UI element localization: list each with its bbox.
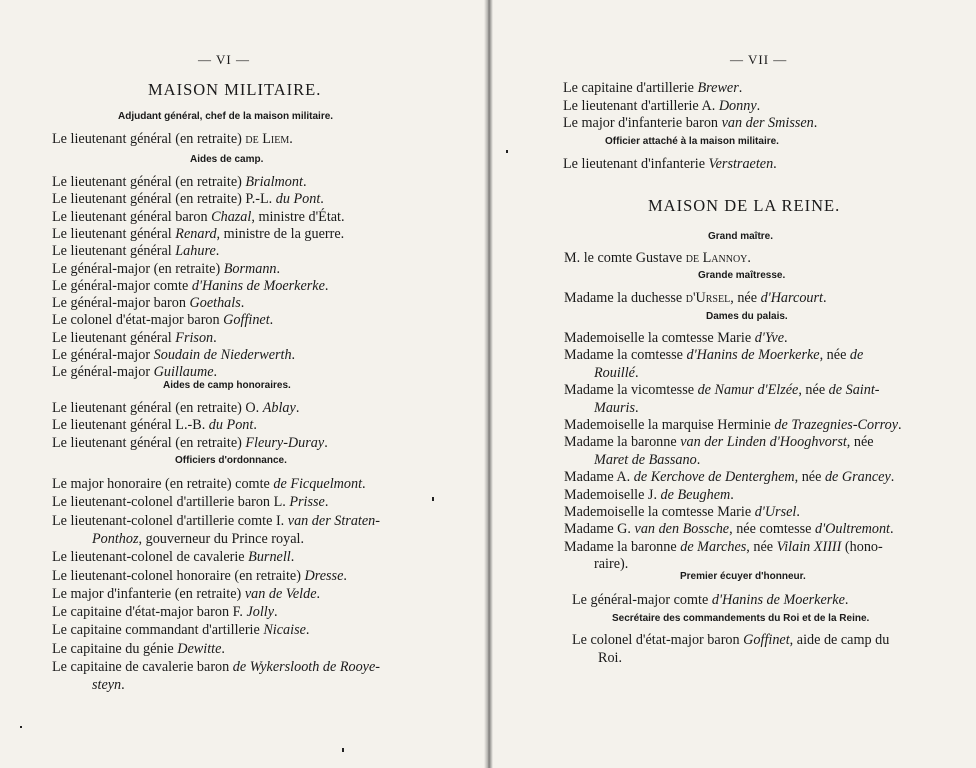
entry-text: Le major honoraire (en retraite) comte (52, 476, 274, 492)
entry-line (563, 115, 817, 131)
entry-text: . (343, 567, 347, 584)
entry-text: . (822, 290, 827, 306)
entry-line (52, 131, 293, 147)
page-number-vii: — VII — (730, 52, 788, 67)
section-heading: Aides de camp. (190, 154, 264, 165)
entry-line (52, 226, 344, 242)
entry-line (52, 435, 328, 451)
entry-text: . (747, 250, 751, 266)
entry-name: d'Harcourt (760, 290, 823, 306)
print-speck (506, 150, 508, 153)
entry-text: . (291, 347, 296, 363)
entry-line (572, 632, 889, 648)
entry-name: Dewitte (177, 640, 222, 657)
entry-line (564, 250, 751, 266)
entry-text: . (320, 191, 324, 208)
entry-line (52, 549, 294, 565)
entry-name: de Wykerslooth de Rooye- (232, 659, 380, 675)
entry-line (52, 243, 219, 259)
entry-text: Mademoiselle J. (564, 486, 661, 503)
entry-name: Burnell (248, 549, 291, 566)
entry-name: Goffinet (743, 632, 790, 648)
entry-text: raire). (594, 556, 629, 573)
entry-text: Le capitaine du génie (52, 640, 178, 657)
entry-text: . (269, 312, 274, 329)
entry-line (564, 347, 863, 363)
entry-text: Le lieutenant général (en retraite) P.-L. (52, 191, 276, 208)
entry-text: . (362, 476, 366, 492)
entry-name: Nicaise (263, 622, 306, 639)
entry-text: . (730, 486, 734, 503)
entry-line (52, 295, 244, 311)
entry-name: Verstraeten (708, 156, 774, 172)
entry-name: de Saint- (828, 382, 880, 399)
print-speck (342, 748, 344, 752)
entry-text: Mademoiselle la comtesse Marie (564, 330, 755, 346)
section-heading: Premier écuyer d'honneur. (680, 571, 806, 582)
entry-text: Le lieutenant général (52, 225, 176, 242)
entry-text: . (756, 97, 761, 114)
entry-text: (hono- (841, 538, 883, 555)
entry-line (564, 504, 800, 520)
section-heading: Officiers d'ordonnance. (175, 455, 287, 466)
entry-name: Bormann (223, 260, 277, 277)
entry-text: . (890, 521, 894, 538)
section-heading: Secrétaire des commandements du Roi et de la Reine. (612, 613, 870, 624)
entry-text: , née (730, 290, 761, 306)
entry-text: Madame la comtesse (564, 347, 687, 364)
section-heading: Grand maître. (708, 231, 774, 242)
entry-line (52, 191, 324, 207)
entry-text: Le capitaine de cavalerie baron (52, 659, 233, 675)
entry-text: , née (794, 469, 825, 486)
entry-text: Mademoiselle la comtesse Marie (564, 504, 755, 520)
entry-name: van der Linden d'Hooghvorst (680, 434, 847, 451)
entry-line (594, 452, 700, 468)
entry-line (92, 531, 304, 547)
entry-name: Mauris (594, 399, 635, 416)
entry-text: . (784, 330, 788, 346)
entry-line (564, 434, 874, 450)
entry-line (564, 290, 827, 306)
entry-name: d'Oultremont (814, 521, 891, 538)
entry-line (564, 521, 894, 537)
entry-text: M. le comte Gustave (564, 250, 686, 266)
section-heading: Dames du palais. (706, 311, 788, 322)
section-heading: Aides de camp honoraires. (163, 380, 291, 391)
entry-line (52, 174, 306, 190)
entry-text: Madame G. (564, 521, 635, 538)
entry-text: Le lieutenant général baron (52, 208, 212, 225)
entry-line (598, 650, 622, 666)
entry-name: Jolly (246, 604, 275, 621)
entry-text: Le lieutenant général L.-B. (52, 417, 209, 434)
entry-text: . (213, 364, 218, 381)
entry-text: Le lieutenant d'infanterie (563, 156, 709, 172)
entry-text: Le lieutenant d'artillerie A. (563, 97, 719, 114)
entry-name: Prisse (289, 494, 325, 511)
entry-name: de Ficquelmont (273, 476, 363, 492)
entry-text: Le général-major comte (52, 277, 192, 294)
entry-name: van der Smissen (721, 115, 814, 131)
entry-name: de Namur d'Elzée (697, 382, 799, 399)
entry-name: van den Bossche (634, 521, 730, 538)
entry-text: Le lieutenant général (en retraite) (52, 434, 246, 451)
entry-line (52, 209, 345, 225)
entry-text: . (898, 417, 902, 433)
entry-text: Le général-major comte (572, 592, 712, 608)
entry-name: d'Hanins de Moerkerke (191, 277, 325, 294)
entry-line (52, 312, 273, 328)
entry-name: de Kerchove de Denterghem (633, 469, 795, 486)
entry-line (564, 417, 902, 433)
entry-line (52, 568, 347, 584)
entry-text: . (305, 622, 310, 639)
entry-name: Brialmont (245, 174, 303, 190)
entry-text: Le capitaine commandant d'artillerie (52, 622, 264, 639)
entry-line (52, 364, 217, 380)
entry-text: . (738, 80, 743, 96)
entry-name: Fleury-Duray (245, 434, 325, 451)
entry-text: , aide de camp du (789, 632, 890, 648)
entry-text: Roi. (598, 649, 623, 666)
entry-text: Le capitaine d'artillerie (563, 80, 698, 96)
entry-line (52, 278, 328, 294)
entry-text: . (276, 260, 281, 277)
entry-text: . (295, 400, 300, 416)
entry-text: Le lieutenant général (en retraite) (52, 174, 246, 190)
entry-line (564, 539, 883, 555)
entry-text: Le général-major (en retraite) (52, 260, 224, 277)
right-page (488, 0, 976, 768)
entry-name: de Marches (680, 538, 747, 555)
entry-name: Guillaume (153, 364, 214, 381)
entry-text: , née (746, 538, 777, 555)
entry-line (564, 330, 788, 346)
entry-line (52, 476, 366, 492)
entry-text: Le lieutenant-colonel de cavalerie (52, 549, 249, 566)
entry-text: Le major d'infanterie (en retraite) (52, 585, 245, 602)
entry-name: de Liem (245, 131, 290, 147)
entry-name: Goffinet (223, 312, 270, 329)
entry-line (564, 469, 894, 485)
entry-text: Le lieutenant général (en retraite) (52, 131, 246, 147)
entry-text: . (121, 677, 125, 694)
entry-text: . (890, 469, 895, 486)
entry-line (52, 622, 309, 638)
entry-text: . (813, 115, 818, 131)
entry-text: Madame la baronne (564, 434, 681, 451)
entry-name: d'Ursel (685, 290, 731, 306)
entry-text: Le colonel d'état-major baron (52, 312, 224, 329)
page-number-vi: — VI — (198, 52, 250, 67)
entry-line (563, 98, 760, 114)
entry-line (564, 382, 880, 398)
entry-text: . (773, 156, 777, 172)
entry-name: d'Hanins de Moerkerke (686, 347, 820, 364)
entry-line (563, 156, 777, 172)
entry-text: . (215, 243, 220, 260)
entry-name: d'Hanins de Moerkerke (711, 592, 845, 608)
entry-line (52, 641, 225, 657)
section-heading: Adjudant général, chef de la maison militaire. (118, 111, 334, 122)
entry-text: , née (798, 382, 829, 399)
section-heading: Officier attaché à la maison militaire. (605, 136, 779, 147)
entry-text: . (324, 277, 329, 294)
entry-text: Madame la duchesse (564, 290, 686, 306)
entry-text: , ministre d'État. (251, 208, 345, 225)
entry-line (52, 513, 380, 529)
entry-line (52, 604, 278, 620)
entry-name: Frison (175, 329, 214, 346)
entry-text: . (324, 494, 329, 511)
entry-name: de (849, 347, 864, 364)
entry-text: Le major d'infanterie baron (563, 115, 722, 131)
entry-name: Soudain de Niederwerth (153, 347, 292, 363)
entry-text: . (696, 451, 701, 468)
entry-line (52, 659, 380, 675)
entry-text: . (221, 640, 225, 657)
entry-text: . (274, 604, 278, 621)
entry-text: . (634, 364, 639, 381)
entry-name: Ponthoz (92, 530, 139, 547)
print-speck (20, 726, 22, 728)
entry-line (52, 400, 299, 416)
entry-line (594, 400, 639, 416)
entry-text: . (302, 174, 307, 190)
entry-line (52, 330, 217, 346)
entry-line (572, 592, 848, 608)
entry-text: Madame la vicomtesse (564, 382, 698, 399)
entry-text: . (316, 585, 321, 602)
entry-line (564, 487, 734, 503)
entry-text: . (844, 592, 849, 608)
entry-text: Mademoiselle la marquise Herminie (564, 417, 775, 433)
entry-text: . (290, 549, 295, 566)
entry-text: Le lieutenant général (en retraite) O. (52, 400, 263, 416)
entry-name: Renard (175, 225, 217, 242)
entry-line (52, 494, 328, 510)
entry-name: van de Velde (244, 585, 317, 602)
entry-name: steyn (92, 677, 122, 694)
entry-name: Ablay (262, 400, 296, 416)
entry-text: Madame la baronne (564, 538, 681, 555)
entry-text: . (324, 434, 328, 451)
entry-text: , née (819, 347, 850, 364)
entry-line (52, 347, 295, 363)
entry-text: , née comtesse (729, 521, 815, 538)
entry-line (594, 556, 628, 572)
entry-name: d'Yve (754, 330, 784, 346)
entry-name: van der Straten- (287, 512, 380, 529)
entry-line (52, 261, 280, 277)
entry-name: Goethals (189, 295, 241, 312)
entry-text: Le général-major (52, 364, 154, 381)
entry-line (52, 417, 257, 433)
entry-name: Rouillé (594, 364, 635, 381)
entry-text: Le lieutenant-colonel d'artillerie baron L. (52, 494, 290, 511)
entry-text: Le général-major baron (52, 295, 190, 312)
entry-line (563, 80, 742, 96)
entry-name: de Lannoy (685, 250, 748, 266)
entry-name: Maret de Bassano (594, 451, 697, 468)
entry-text: . (796, 504, 800, 520)
entry-text: . (635, 399, 639, 416)
entry-name: de Trazegnies-Corroy (774, 417, 899, 433)
entry-text: . (213, 329, 217, 346)
entry-text: Le lieutenant général (52, 329, 176, 346)
entry-text: Le capitaine d'état-major baron F. (52, 604, 247, 621)
entry-name: Brewer (697, 80, 739, 96)
entry-text: , née (846, 434, 874, 451)
entry-name: du Pont (275, 191, 321, 208)
entry-text: Le colonel d'état-major baron (572, 632, 744, 648)
entry-text: , gouverneur du Prince royal. (138, 530, 304, 547)
entry-text: . (240, 295, 245, 312)
entry-name: Donny (718, 97, 757, 114)
entry-name: du Pont (208, 417, 254, 434)
title-maison-militaire: MAISON MILITAIRE. (148, 80, 322, 99)
entry-name: Vilain XIIII (776, 538, 842, 555)
entry-name: Lahure (175, 243, 216, 260)
entry-text: Le général-major (52, 347, 154, 363)
title-maison-de-la-reine: MAISON DE LA REINE. (648, 196, 841, 215)
entry-name: Chazal (211, 208, 252, 225)
entry-name: Dresse (304, 567, 344, 584)
entry-line (52, 586, 320, 602)
entry-text: Le lieutenant-colonel d'artillerie comte I. (52, 512, 288, 529)
entry-text: Le lieutenant-colonel honoraire (en retraite) (52, 567, 305, 584)
entry-text: Le lieutenant général (52, 243, 176, 260)
entry-name: de Grancey (824, 469, 891, 486)
entry-name: de Beughem (660, 486, 731, 503)
entry-text: . (253, 417, 257, 434)
entry-line (594, 365, 639, 381)
print-speck (432, 497, 434, 501)
entry-text: , ministre de la guerre. (216, 225, 345, 242)
entry-name: d'Ursel (754, 504, 797, 520)
section-heading: Grande maîtresse. (698, 270, 786, 281)
entry-text: . (289, 131, 293, 147)
entry-text: Madame A. (564, 469, 634, 486)
entry-line (92, 677, 125, 693)
